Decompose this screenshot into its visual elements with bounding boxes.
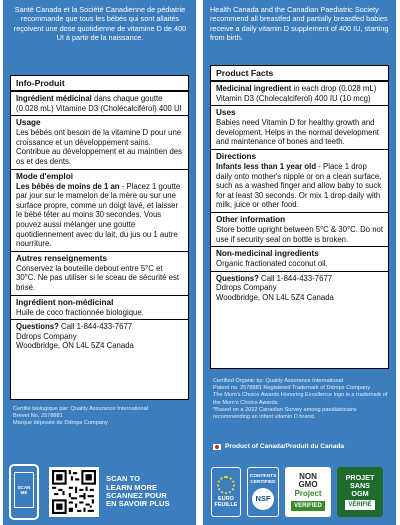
fr-other-text: Conservez la bouteille debout entre 5°C et 30°C. Ne pas utiliser si le sceau de sécurité est brisé.	[16, 263, 180, 292]
en-directions-section	[211, 150, 388, 213]
scan-area	[3, 462, 170, 522]
scan-instructions	[106, 475, 170, 509]
fr-fine-line: Brevet No. 2578881	[13, 413, 63, 420]
fr-directions-head: Mode d'emploi	[16, 171, 73, 181]
product-facts-title: Product Facts	[211, 66, 388, 82]
product-facts-box	[210, 65, 389, 369]
french-intro-text: Santé Canada et la Société Canadienne de pédiatrie recommande que tous les bébés qui sont allaités reçoivent une dose quotidienne de vitamine D de 400 UI à partir de la naissance.	[13, 5, 187, 43]
en-fine-line: The Mom's Choice Awards Honoring Excellence logo is a trademark of the Mom's Choice Awards.	[213, 392, 388, 406]
en-fine-line: Certified Organic by: Quality Assurance International	[213, 378, 343, 384]
gmo-non: NON	[299, 471, 317, 481]
english-label-panel	[203, 0, 396, 525]
scan-line: EN SAVOIR PLUS	[106, 499, 170, 509]
product-of-canada	[213, 443, 344, 450]
french-label-panel	[3, 0, 196, 525]
en-ingredient-text: in each drop (0.028 mL) Vitamin D3 (Cholecalciferol) 400 IU (10 mcg)	[216, 84, 377, 103]
fr-address: Woodbridge, ON L4L 5Z4 Canada	[16, 341, 134, 351]
en-directions-text: - Place 1 drop daily onto mother's nipple or on a clean surface, such as a washed finger and allow baby to suck for at least 30 seconds. Or mix 1 drop daily with milk, juice or other food.	[216, 161, 382, 210]
nsf-text: NSF	[255, 493, 271, 503]
en-ingredient-section	[211, 82, 388, 106]
fr-company: Ddrops Company	[16, 331, 77, 341]
en-fine-print	[213, 378, 388, 421]
gmo-gmo: GMO	[298, 480, 318, 490]
fr-ingredient-head: Ingrédient médicinal	[16, 94, 92, 103]
fr-directions-bold: Les bébés de moins de 1 an	[16, 181, 120, 191]
en-address: Woodbridge, ON L4L 5Z4 Canada	[216, 292, 334, 302]
fr-fine-print	[13, 406, 188, 428]
en-nonmed-head: Non-medicinal ingredients	[216, 249, 319, 259]
fr-questions-head: Questions?	[16, 322, 59, 332]
en-directions-head: Directions	[216, 151, 257, 161]
en-nonmed-text: Organic fractionated coconut oil.	[216, 259, 328, 269]
sans-ogm-logo	[337, 467, 383, 517]
fr-ingredient-section	[11, 92, 188, 116]
euro-stars-icon	[217, 476, 235, 494]
fr-directions-text: - Placez 1 goutte par jour sur le mamelon de la mère ou sur une surface propre, comme un doigt lavé, et laisser le bébé téter au moins 30 secondes. Vous pouvez aussi mélanger une goutte quotidiennement avec du lait, du jus ou 1 autre nourriture.	[16, 181, 181, 249]
en-directions-bold: Infants less than 1 year old	[216, 161, 317, 171]
fr-nonmed-section	[11, 296, 188, 321]
fr-usage-text: Les bébés ont besoin de la vitamine D pour une croissance et un développement sains. Contribue au développement et au maintien des os et des dents.	[16, 128, 183, 166]
fr-usage-section	[11, 116, 188, 169]
en-other-section	[211, 213, 388, 247]
scan-line: SCANNEZ POUR	[106, 491, 167, 500]
info-produit-title: Info-Produit	[11, 76, 188, 92]
english-intro-text: Health Canada and the Canadian Paediatric Society recommend all breastfed and partially breastfed babies receive a daily vitamin D supplement of 400 IU, starting from birth.	[210, 5, 389, 43]
en-fine-line: *Based on a 2022 Canadian Survey among paediatricians recommending an infant vitamin D brand.	[213, 406, 357, 421]
info-produit-box	[10, 75, 189, 400]
ogm-projet: PROJET	[345, 473, 375, 482]
en-uses-section	[211, 106, 388, 150]
scan-line: SCAN TO	[106, 474, 141, 484]
qr-code[interactable]	[49, 467, 99, 517]
en-other-head: Other information	[216, 214, 286, 224]
en-company: Ddrops Company	[216, 283, 277, 293]
fr-usage-head: Usage	[16, 118, 41, 128]
ogm-verifie: VÉRIFIÉ	[345, 500, 374, 510]
canada-flag-icon	[213, 444, 221, 450]
phone-screen-text: SCAN ME	[17, 484, 31, 495]
ogm-sans: SANS	[350, 481, 370, 490]
phone-icon	[9, 464, 39, 520]
fr-ingredient-text: dans chaque goutte (0.028 mL) Vitamine D3 (Cholécalciférol) 400 UI	[16, 94, 182, 113]
product-of-text: Product of Canada/Produit du Canada	[225, 443, 345, 450]
en-questions-section	[211, 272, 388, 305]
fr-directions-section	[11, 170, 188, 252]
fr-questions-section	[11, 320, 188, 353]
en-other-text: Store bottle upright between 5°C & 30°C. Do not use if security seal on bottle is broken.	[216, 224, 384, 244]
ogm-ogm: OGM	[351, 489, 369, 498]
euro-logo-text: EURO FEUILLE	[214, 495, 238, 508]
fr-other-section	[11, 252, 188, 296]
en-nonmed-section	[211, 247, 388, 272]
en-questions-head: Questions?	[216, 273, 259, 283]
fr-nonmed-text: Huile de coco fractionnée biologique.	[16, 307, 144, 317]
euro-leaf-logo	[211, 467, 241, 517]
en-ingredient-head: Medicinal ingredient	[216, 84, 292, 93]
fr-other-head: Autres renseignements	[16, 253, 108, 263]
gmo-verified: VERIFIED	[291, 501, 325, 512]
en-fine-line: Patent no. 2578881 Registered Trademark of Ddrops Company	[213, 385, 371, 392]
fr-fine-line: Certifié biologique par: Quality Assurance International	[13, 406, 148, 412]
en-uses-head: Uses	[216, 108, 236, 118]
nsf-top-text: CONTENTS CERTIFIED	[249, 474, 277, 485]
scan-line: LEARN MORE	[106, 482, 158, 492]
fr-nonmed-head: Ingrédient non-médicinal	[16, 297, 114, 307]
fr-fine-line: Marque déposée de Ddrops Company	[13, 420, 108, 427]
gmo-project: Project	[294, 489, 322, 498]
certification-logos	[211, 462, 392, 522]
fr-questions-phone: Call 1-844-433-7677	[58, 322, 133, 332]
nsf-logo	[247, 467, 279, 517]
en-questions-phone: Call 1-844-433-7677	[258, 273, 333, 283]
nsf-badge-icon	[252, 488, 274, 510]
en-uses-text: Babies need Vitamin D for healthy growth and development. Helps in the normal development and maintenance of bones and teeth.	[216, 118, 379, 147]
non-gmo-logo	[285, 467, 331, 517]
